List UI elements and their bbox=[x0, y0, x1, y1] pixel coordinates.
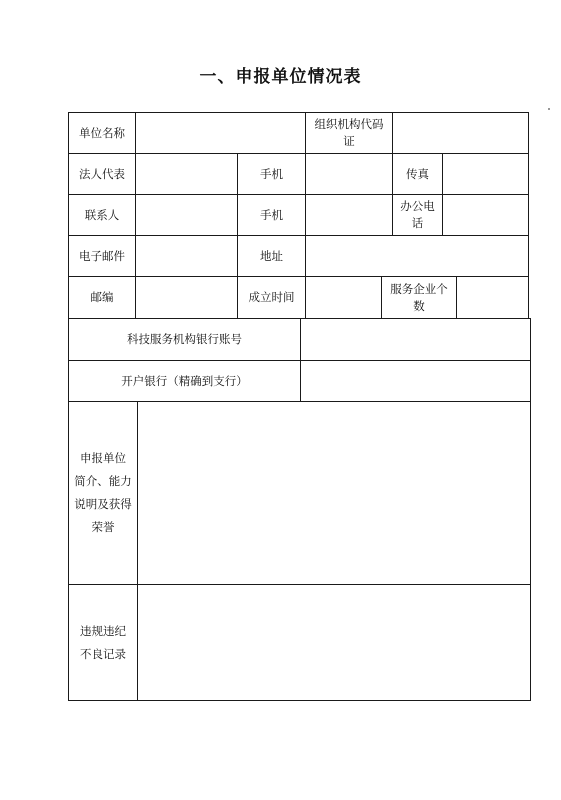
label-address: 地址 bbox=[237, 235, 306, 277]
label-office-phone: 办公电 话 bbox=[392, 194, 443, 236]
label-postcode: 邮编 bbox=[68, 276, 136, 319]
field-unit-name[interactable] bbox=[135, 112, 306, 154]
field-bank-account[interactable] bbox=[300, 318, 531, 361]
field-violations[interactable] bbox=[137, 584, 531, 701]
label-fax: 传真 bbox=[392, 153, 443, 195]
label-violations: 违规违纪 不良记录 bbox=[68, 584, 138, 701]
field-address[interactable] bbox=[305, 235, 529, 277]
field-founded[interactable] bbox=[305, 276, 382, 319]
label-bank: 开户银行（精确到支行） bbox=[68, 360, 301, 402]
label-mobile-contact: 手机 bbox=[237, 194, 306, 236]
field-mobile-contact[interactable] bbox=[305, 194, 393, 236]
field-office-phone[interactable] bbox=[442, 194, 529, 236]
field-intro[interactable] bbox=[137, 401, 531, 585]
label-email: 电子邮件 bbox=[68, 235, 136, 277]
field-fax[interactable] bbox=[442, 153, 529, 195]
field-service-count[interactable] bbox=[456, 276, 529, 319]
field-bank[interactable] bbox=[300, 360, 531, 402]
field-contact[interactable] bbox=[135, 194, 238, 236]
label-service-count: 服务企业个 数 bbox=[381, 276, 457, 319]
label-contact: 联系人 bbox=[68, 194, 136, 236]
field-mobile-legal[interactable] bbox=[305, 153, 393, 195]
label-legal-rep: 法人代表 bbox=[68, 153, 136, 195]
field-org-code[interactable] bbox=[392, 112, 529, 154]
label-founded: 成立时间 bbox=[237, 276, 306, 319]
field-postcode[interactable] bbox=[135, 276, 238, 319]
field-legal-rep[interactable] bbox=[135, 153, 238, 195]
label-bank-account: 科技服务机构银行账号 bbox=[68, 318, 301, 361]
label-unit-name: 单位名称 bbox=[68, 112, 136, 154]
label-org-code: 组织机构代码 证 bbox=[305, 112, 393, 154]
label-intro: 申报单位 简介、能力 说明及获得 荣誉 bbox=[68, 401, 138, 585]
scan-mark bbox=[548, 108, 550, 110]
page-title: 一、申报单位情况表 bbox=[199, 67, 362, 87]
field-email[interactable] bbox=[135, 235, 238, 277]
label-mobile-legal: 手机 bbox=[237, 153, 306, 195]
